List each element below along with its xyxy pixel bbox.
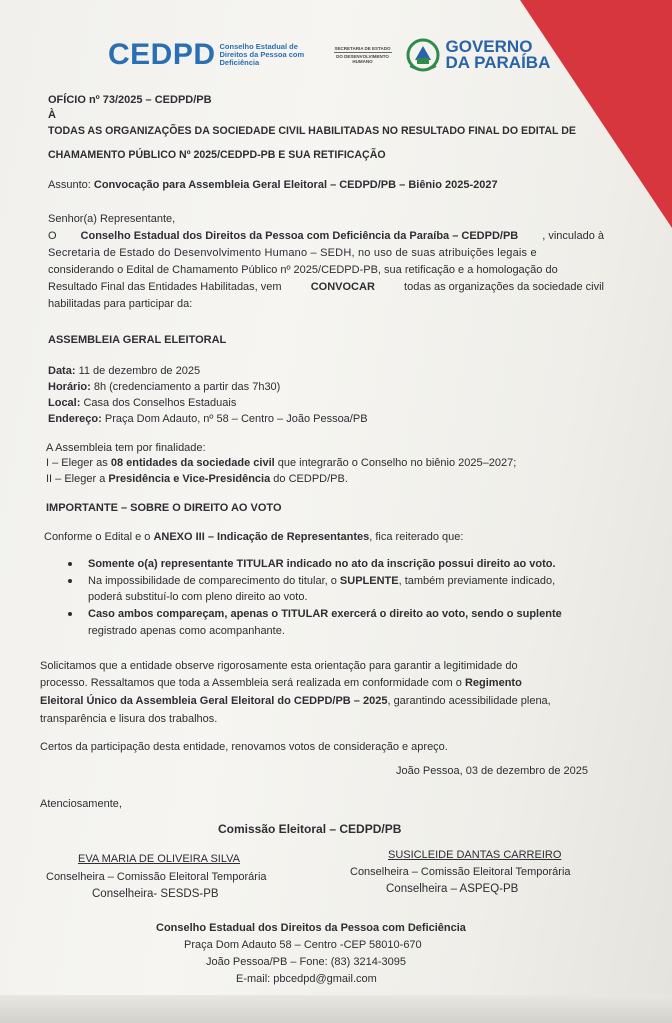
closing-line4: transparência e lisura dos trabalhos. xyxy=(40,713,218,725)
subject xyxy=(48,178,498,192)
purpose-item1: I – Eleger as 08 entidades da sociedade civil que integrarão o Conselho no biênio 2025–2027; xyxy=(46,457,517,469)
governo-line2: DA PARAÍBA xyxy=(445,53,551,72)
detail-address: Endereço: Praça Dom Adauto, nº 58 – Centro – João Pessoa/PB xyxy=(48,413,368,425)
governo-text xyxy=(446,39,551,71)
cedpd-logo xyxy=(108,38,320,72)
cedpd-logo-text: CEDPD xyxy=(108,38,216,71)
place-date: João Pessoa, 03 de dezembro de 2025 xyxy=(396,765,589,777)
signature-right-role: Conselheira – Comissão Eleitoral Temporária xyxy=(350,866,571,878)
paper-edge-shadow xyxy=(0,995,672,1023)
purpose-item2: II – Eleger a Presidência e Vice-Presidência do CEDPD/PB. xyxy=(46,473,348,485)
bullet-suplente-line2: poderá substituí-lo com pleno direito ao voto. xyxy=(88,591,308,603)
signature-left-role: Conselheira – Comissão Eleitoral Temporária xyxy=(46,871,267,883)
bullet-suplente-line1: Na impossibilidade de comparecimento do titular, o SUPLENTE, também previamente indicado, xyxy=(88,575,556,587)
bullet-both-attend-line2: registrado apenas como acompanhante. xyxy=(88,625,285,637)
detail-date: Data: 11 de dezembro de 2025 xyxy=(48,365,201,377)
secretaria-top-text: SECRETARIA DE ESTADO xyxy=(334,46,391,51)
state-coat-of-arms-icon xyxy=(404,36,442,74)
closing-line2: processo. Ressaltamos que toda a Assembleia será realizada em conformidade com o Regimento xyxy=(40,677,522,689)
regards-line: Certos da participação desta entidade, renovamos votos de consideração e apreço. xyxy=(40,741,448,753)
governo-line1: GOVERNO xyxy=(445,37,533,56)
signature-right-org: Conselheira – ASPEQ-PB xyxy=(386,883,519,895)
to-marker: À xyxy=(48,109,56,121)
signature-left-name: EVA MARIA DE OLIVEIRA SILVA xyxy=(78,853,241,865)
addressee-line2: CHAMAMENTO PÚBLICO Nº 2025/CEDPD-PB E SUA RETIFICAÇÃO xyxy=(48,149,386,161)
signature-right-name: SUSICLEIDE DANTAS CARREIRO xyxy=(388,849,562,861)
intro-line1: O Conselho Estadual dos Direitos da Pessoa com Deficiência da Paraíba – CEDPD/PB , vinculado à xyxy=(48,230,604,242)
detail-time: Horário: 8h (credenciamento a partir das 7h30) xyxy=(48,381,281,393)
conform-line: Conforme o Edital e o ANEXO III – Indicação de Representantes, fica reiterado que: xyxy=(44,531,464,543)
governo-paraiba-logo xyxy=(404,36,551,74)
intro-line2: Secretaria de Estado do Desenvolvimento Humano – SEDH, no uso de suas atribuições legais e xyxy=(48,247,537,259)
footer-email: E-mail: pbcedpd@gmail.com xyxy=(236,973,377,985)
secretaria-logo xyxy=(328,46,398,64)
subject-label: Assunto: xyxy=(48,179,91,191)
sign-off: Atenciosamente, xyxy=(40,798,122,810)
closing-line1: Solicitamos que a entidade observe rigorosamente esta orientação para garantir a legitimidade do xyxy=(40,660,518,672)
bullet-both-attend-line1: Caso ambos compareçam, apenas o TITULAR exercerá o direito ao voto, sendo o suplente xyxy=(88,608,562,620)
salutation: Senhor(a) Representante, xyxy=(48,213,176,225)
commission-title: Comissão Eleitoral – CEDPD/PB xyxy=(218,822,402,836)
intro-line4: Resultado Final das Entidades Habilitadas, vem CONVOCAR todas as organizações da sociedade civil xyxy=(48,281,604,293)
purpose-intro: A Assembleia tem por finalidade: xyxy=(46,442,206,454)
signature-left-org: Conselheira- SESDS-PB xyxy=(92,888,219,900)
secretaria-bottom-text: DO DESENVOLVIMENTO HUMANO xyxy=(336,54,389,64)
assembly-title: ASSEMBLEIA GERAL ELEITORAL xyxy=(48,334,227,346)
letterhead xyxy=(108,30,550,80)
footer-address: Praça Dom Adauto 58 – Centro -CEP 58010-670 xyxy=(184,939,422,951)
closing-line3: Eleitoral Único da Assembleia Geral Eleitoral do CEDPD/PB – 2025, garantindo acessibilidade plena, xyxy=(40,695,551,707)
footer-org: Conselho Estadual dos Direitos da Pessoa com Deficiência xyxy=(156,922,466,934)
oficio-number: OFÍCIO nº 73/2025 – CEDPD/PB xyxy=(48,94,212,106)
detail-place: Local: Casa dos Conselhos Estaduais xyxy=(48,397,237,409)
bullet-titular-vote: Somente o(a) representante TITULAR indicado no ato da inscrição possui direito ao voto. xyxy=(88,558,556,570)
cedpd-logo-subtitle: Conselho Estadual de Direitos da Pessoa com Deficiência xyxy=(219,42,305,67)
subject-text: Convocação para Assembleia Geral Eleitoral – CEDPD/PB – Biênio 2025-2027 xyxy=(93,179,498,191)
footer-city-phone: João Pessoa/PB – Fone: (83) 3214-3095 xyxy=(206,956,406,968)
intro-line3: considerando o Edital de Chamamento Público nº 2025/CEDPD-PB, sua retificação e a homologação do xyxy=(48,264,558,276)
intro-line5: habilitadas para participar da: xyxy=(48,298,193,310)
addressee-line1: TODAS AS ORGANIZAÇÕES DA SOCIEDADE CIVIL HABILITADAS NO RESULTADO FINAL DO EDITAL DE xyxy=(48,125,576,137)
important-title: IMPORTANTE – SOBRE O DIREITO AO VOTO xyxy=(46,502,282,514)
